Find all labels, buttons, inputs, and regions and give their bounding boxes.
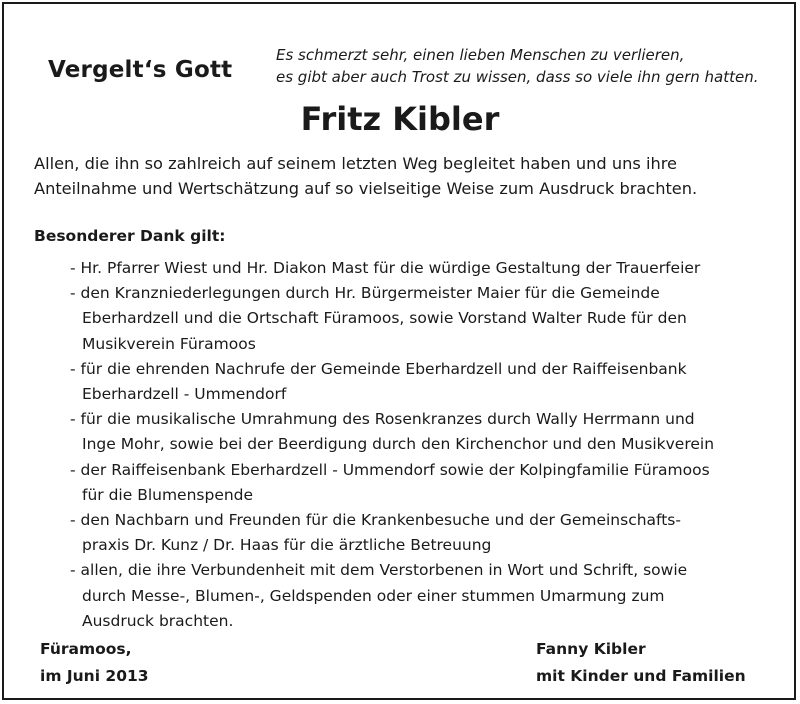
thanks-item-line: - den Nachbarn und Freunden für die Krankenbesuche und der Gemeinschafts- — [70, 511, 681, 530]
intro-line: Allen, die ihn so zahlreich auf seinem letzten Weg begleitet haben und uns ihre — [34, 154, 677, 173]
thanks-item-line: Eberhardzell und die Ortschaft Füramoos, sowie Vorstand Walter Rude für den — [82, 309, 687, 328]
thanks-item-line: Eberhardzell - Ummendorf — [82, 385, 287, 404]
quote-line: Es schmerzt sehr, einen lieben Menschen zu verlieren, — [276, 46, 685, 64]
signer-name: Fanny Kibler — [536, 640, 646, 658]
thanks-list — [70, 256, 714, 634]
signer-family: mit Kinder und Familien — [536, 667, 746, 685]
thanks-item-line: - allen, die ihre Verbundenheit mit dem Verstorbenen in Wort und Schrift, sowie — [70, 561, 688, 580]
deceased-name: Fritz Kibler — [300, 100, 500, 138]
intro-paragraph — [34, 151, 697, 201]
date: im Juni 2013 — [40, 667, 149, 685]
thanks-heading: Besonderer Dank gilt: — [34, 227, 226, 245]
thanks-item-line: - für die ehrenden Nachrufe der Gemeinde Eberhardzell und der Raiffeisenbank — [70, 359, 687, 378]
thanks-item-line: - der Raiffeisenbank Eberhardzell - Ummendorf sowie der Kolpingfamilie Füramoos — [70, 460, 710, 479]
thanks-item-line: - den Kranzniederlegungen durch Hr. Bürgermeister Maier für die Gemeinde — [70, 284, 660, 303]
consolation-quote — [276, 44, 758, 88]
thanks-item-line: praxis Dr. Kunz / Dr. Haas für die ärztliche Betreuung — [82, 536, 492, 555]
intro-line: Anteilnahme und Wertschätzung auf so vielseitige Weise zum Ausdruck brachten. — [34, 179, 698, 198]
quote-line: es gibt aber auch Trost zu wissen, dass so viele ihn gern hatten. — [276, 68, 759, 86]
thanks-item-line: Musikverein Füramoos — [82, 334, 256, 353]
thanks-item-line: durch Messe-, Blumen-, Geldspenden oder einer stummen Umarmung zum — [82, 586, 665, 605]
thanks-item-line: Inge Mohr, sowie bei der Beerdigung durch den Kirchenchor und den Musikverein — [82, 435, 715, 454]
place: Füramoos, — [40, 640, 132, 658]
vergelts-gott-heading: Vergelt‘s Gott — [48, 57, 233, 83]
thanks-item-line: Ausdruck brachten. — [82, 611, 234, 630]
signature-block — [536, 636, 746, 690]
thanks-item-line: für die Blumenspende — [82, 485, 254, 504]
place-date — [40, 636, 149, 690]
thanks-item-line: - für die musikalische Umrahmung des Rosenkranzes durch Wally Herrmann und — [70, 410, 695, 429]
thanks-item-line: - Hr. Pfarrer Wiest und Hr. Diakon Mast für die würdige Gestaltung der Trauerfeier — [70, 259, 701, 277]
